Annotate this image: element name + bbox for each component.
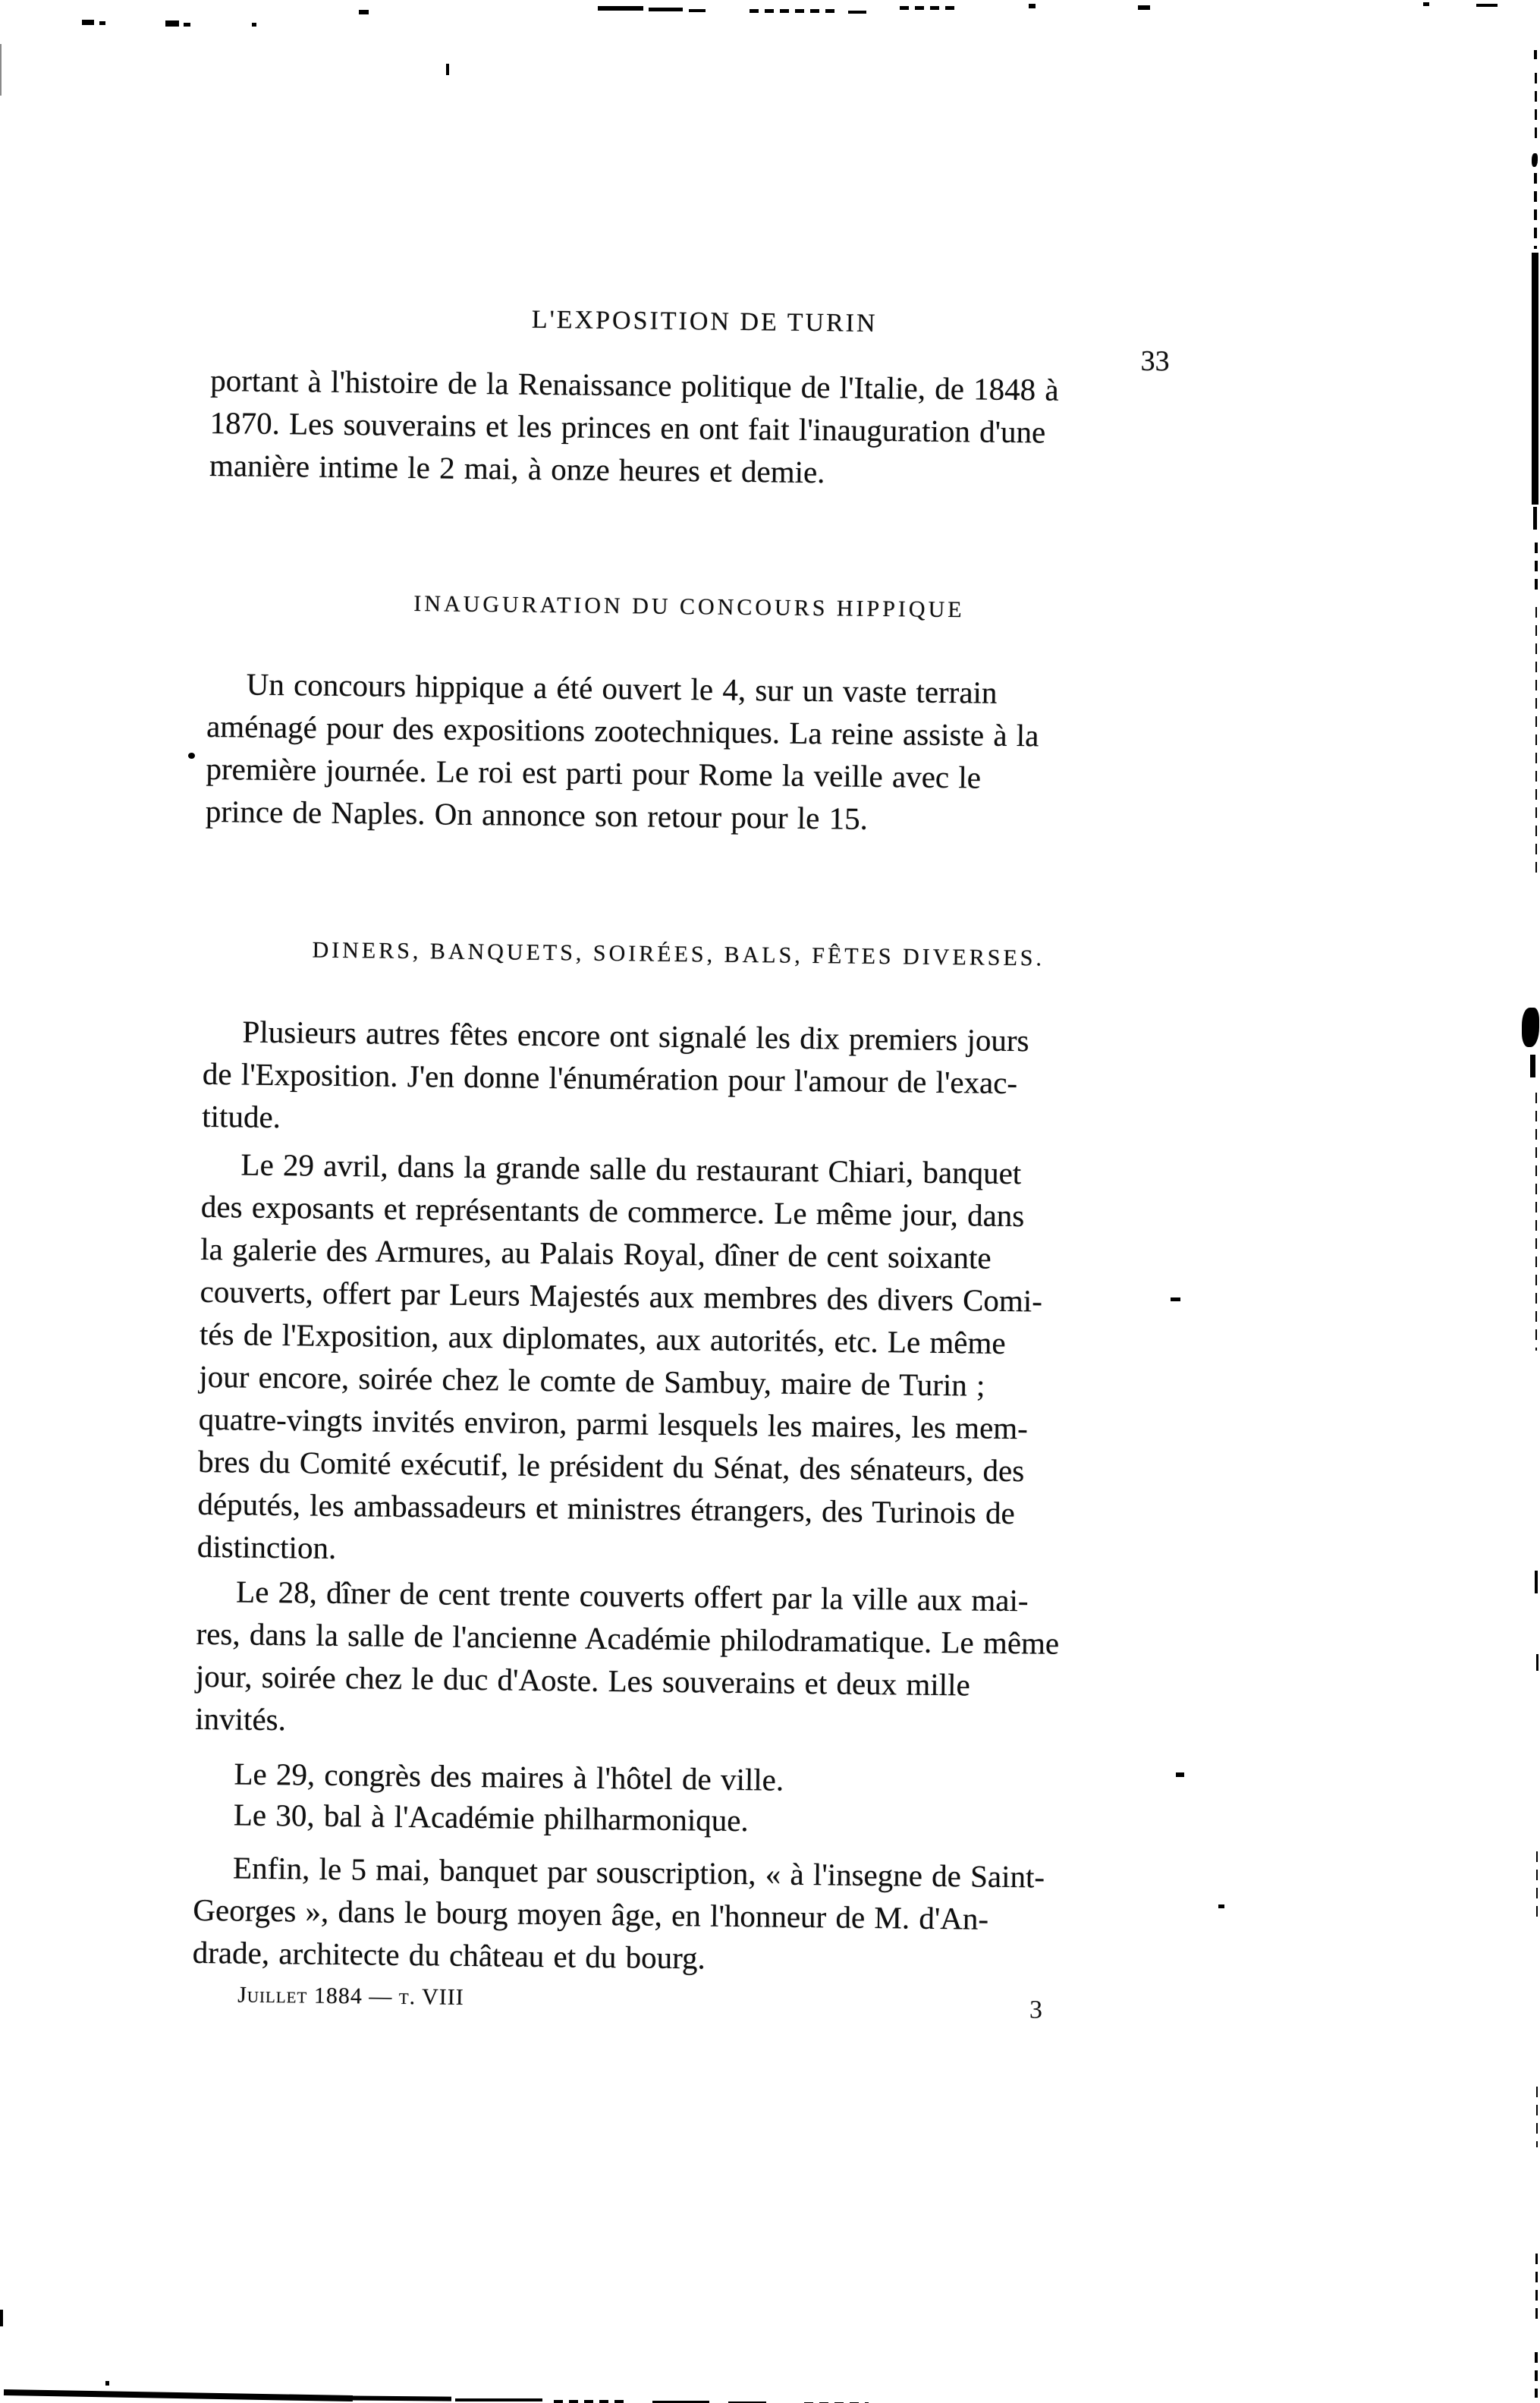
section-heading-hippique: INAUGURATION DU CONCOURS HIPPIQUE [413,591,965,623]
running-title: L'EXPOSITION DE TURIN [531,305,878,338]
scan-artifact [99,21,105,25]
scan-streak-right [1532,253,1538,505]
scan-artifact [1171,1297,1180,1301]
text-block [187,0,1170,2403]
signature-number: 3 [1029,1996,1043,2024]
scan-streak-right [1532,153,1538,167]
scan-artifact [689,9,706,12]
scan-artifact [0,2310,3,2326]
paragraph-fetes-6: Enfin, le 5 mai, banquet par souscription, « à l'insegne de Saint- Georges », dans le bourg moyen âge, en l'honneur de M. d'An- drade, architecte du château et du bourg. [192,1850,1045,1976]
scan-streak-bottom [554,2400,626,2403]
scan-artifact [252,23,256,27]
paragraph-hippique: Un concours hippique a été ouvert le 4, sur un vaste terrain aménagé pour des expositions zootechniques. La reine assiste à la première journée. Le roi est parti pour Rome la veille avec le prince de Naples. On annonce son retour pour le 15. [205,666,1039,836]
scan-streak-right [1535,607,1537,880]
scan-streak-right [1536,1654,1538,1671]
page-number: 33 [1140,344,1170,378]
scan-artifact [82,20,94,25]
scan-artifact [598,6,643,11]
scan-streak-right [1530,1055,1535,1077]
scan-streak-right [1534,50,1537,59]
paragraph-fetes-4: Le 29, congrès des maires à l'hôtel de ville. [234,1756,784,1798]
scan-streak-right [1535,1093,1537,1351]
scan-artifact [359,10,369,14]
scan-streak-right [1534,173,1537,249]
scan-streak-right [1522,1008,1539,1047]
paragraph-fetes-1: Plusieurs autres fêtes encore ont signalé les dix premiers jours de l'Exposition. J'en donne l'énumération pour l'amour de l'exac- titude. [202,1014,1029,1135]
imprint-line: Juillet 1884 — t. VIII [237,1982,464,2010]
scan-streak-right [1535,73,1537,141]
scan-artifact [105,2381,109,2386]
scan-artifact [1029,4,1036,8]
scan-artifact [750,9,841,13]
scan-artifact [0,44,2,96]
scan-artifact [188,753,195,759]
section-heading-fetes: DINERS, BANQUETS, SOIRÉES, BALS, FÊTES DIVERSES. [312,937,1045,971]
scan-streak-right [1535,2352,1538,2398]
scan-streak-right [1535,2254,1538,2322]
scan-artifact [1138,5,1150,10]
paragraph-fetes-5: Le 30, bal à l'Académie philharmonique. [233,1797,749,1838]
scan-streak-right [1535,1571,1538,1593]
scan-streak-right [1533,507,1537,530]
scan-artifact [165,20,179,27]
scan-artifact [1218,1904,1224,1908]
scan-artifact [900,6,960,10]
scan-artifact [848,11,866,14]
scan-artifact [1476,4,1498,7]
scan-streak-right [1535,543,1538,592]
scan-artifact [649,8,683,11]
scan-streak-bottom [455,2398,542,2401]
scan-artifact [1176,1772,1184,1777]
scan-streak-right [1536,2087,1538,2147]
scan-artifact [446,64,449,75]
scan-artifact [184,23,190,27]
scan-artifact [1423,2,1429,6]
paragraph-continuation: portant à l'histoire de la Renaissance politique de l'Italie, de 1848 à 1870. Les souverains et les princes en ont fait l'inauguration d'une manière intime le 2 mai, à onze heures et demie. [209,362,1059,490]
paragraph-fetes-3: Le 28, dîner de cent trente couverts offert par la ville aux mai- res, dans la salle de l'ancienne Académie philodramatique. Le même jour, soirée chez le duc d'Aoste. Les souverains et deux mille invités. [195,1574,1060,1738]
scan-streak-right [1536,1851,1538,1920]
scan-streak-bottom [341,2395,451,2401]
paragraph-fetes-2: Le 29 avril, dans la grande salle du restaurant Chiari, banquet des exposants et représentants de commerce. Le même jour, dans la galerie des Armures, au Palais Royal, dîner de cent soixante couverts, offert par Leurs Majestés aux membres des divers Comi- tés de l'Exposition, aux diplomates, aux autorités, etc. Le même jour encore, soirée chez le comte de Sambuy, maire de Turin ; quatre-vingts invités environ, parmi lesquels les maires, les mem- bres du Comité exécutif, le président du Sénat, des sénateurs, des députés, les ambassadeurs et ministres étrangers, des Turinois de distinction. [196,1146,1043,1565]
